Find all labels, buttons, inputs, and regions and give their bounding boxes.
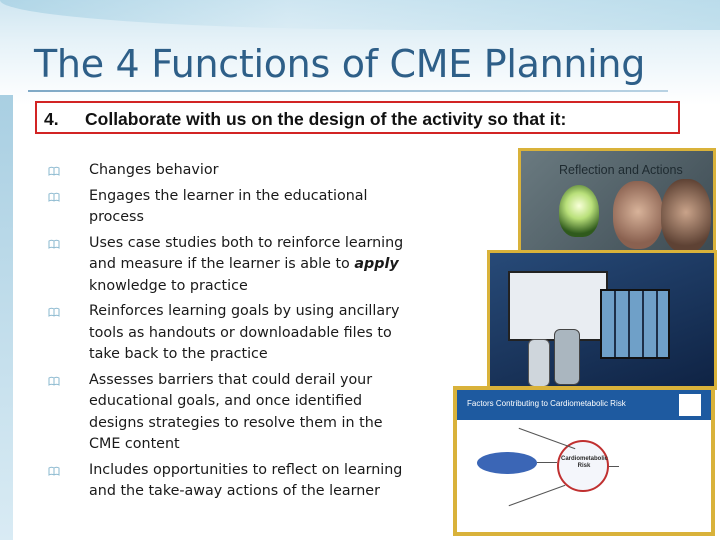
connector-line bbox=[537, 462, 557, 463]
phone-graphic bbox=[528, 339, 550, 387]
bullet-text: Reinforces learning goals by using ancillary tools as handouts or downloadable files to take back to the practice bbox=[89, 303, 400, 362]
list-item bbox=[45, 460, 415, 503]
bullet-text: Includes opportunities to reflect on learning and the take-away actions of the learner bbox=[89, 461, 403, 499]
open-book-icon bbox=[48, 307, 60, 317]
cardiometabolic-risk-image bbox=[453, 386, 715, 536]
bullet-text-before: Uses case studies both to reinforce learning and measure if the learner is able to bbox=[89, 234, 404, 272]
light-bulb-icon bbox=[559, 185, 599, 237]
person-photo bbox=[613, 181, 663, 249]
association-logo-icon bbox=[679, 394, 701, 416]
open-book-icon bbox=[48, 192, 60, 202]
slide-title: The 4 Functions of CME Planning bbox=[34, 42, 646, 86]
list-item bbox=[45, 186, 415, 229]
subtitle-number: 4. bbox=[44, 109, 59, 129]
bullet-list bbox=[45, 160, 415, 507]
risk-factor-oval bbox=[477, 452, 537, 474]
list-item bbox=[45, 233, 415, 298]
left-accent-bar bbox=[0, 95, 13, 540]
subtitle-box bbox=[35, 101, 680, 134]
phone-graphic bbox=[554, 329, 580, 385]
subtitle-text: Collaborate with us on the design of the activity so that it: bbox=[85, 109, 567, 129]
connector-line bbox=[509, 485, 566, 506]
list-item bbox=[45, 370, 415, 456]
person-photo bbox=[661, 179, 711, 253]
devices-image bbox=[487, 250, 717, 390]
reflection-actions-image bbox=[518, 148, 716, 258]
bullet-emphasis: apply bbox=[354, 256, 399, 272]
list-item bbox=[45, 301, 415, 366]
open-book-icon bbox=[48, 239, 60, 249]
risk-center-label: Cardiometabolic Risk bbox=[561, 456, 609, 469]
connector-line bbox=[609, 466, 619, 467]
open-book-icon bbox=[48, 376, 60, 386]
list-item bbox=[45, 160, 415, 182]
risk-chart-title: Factors Contributing to Cardiometabolic Risk bbox=[467, 399, 626, 408]
video-wall-graphic bbox=[600, 289, 670, 359]
connector-line bbox=[519, 428, 576, 449]
bullet-text-after: knowledge to practice bbox=[89, 277, 248, 294]
title-divider bbox=[28, 90, 668, 92]
bullet-text: Changes behavior bbox=[89, 162, 219, 178]
bullet-text: Assesses barriers that could derail your educational goals, and once identified designs strategies to resolve them in the CME content bbox=[89, 371, 383, 452]
bullet-text: Engages the learner in the educational process bbox=[89, 187, 368, 225]
open-book-icon bbox=[48, 166, 60, 176]
risk-chart-header bbox=[457, 390, 711, 420]
reflection-image-label: Reflection and Actions bbox=[559, 163, 683, 177]
open-book-icon bbox=[48, 466, 60, 476]
